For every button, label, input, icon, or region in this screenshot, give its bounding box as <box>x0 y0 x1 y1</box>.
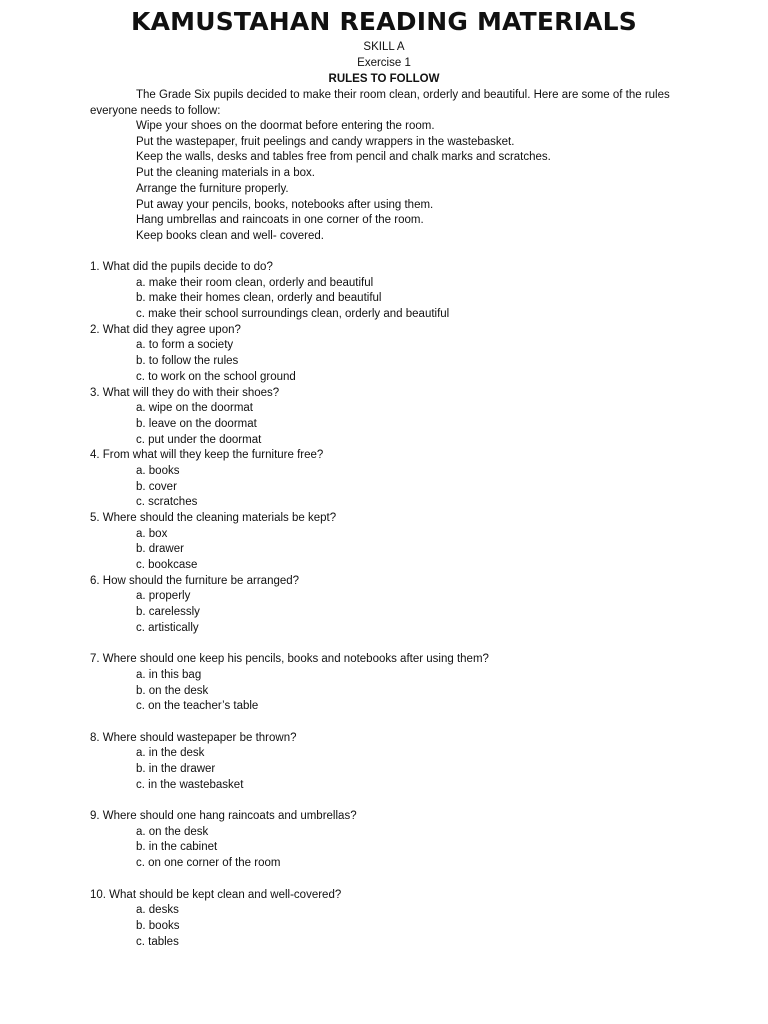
answer-option: a. to form a society <box>136 339 234 352</box>
question-block <box>90 888 690 951</box>
answer-option: a. in this bag <box>136 668 202 681</box>
exercise-label: Exercise 1 <box>357 57 411 69</box>
options-list <box>90 903 690 950</box>
question-text: 3. What will they do with their shoes? <box>90 386 280 399</box>
answer-option: c. artistically <box>136 621 199 634</box>
answer-option: b. on the desk <box>136 684 209 697</box>
answer-option: b. cover <box>136 480 177 493</box>
answer-option: b. carelessly <box>136 606 200 619</box>
answer-option: a. wipe on the doormat <box>136 402 253 415</box>
rule-item: Put the wastepaper, fruit peelings and candy wrappers in the wastebasket. <box>136 135 515 148</box>
rule-item: Keep the walls, desks and tables free from pencil and chalk marks and scratches. <box>136 151 551 164</box>
rule-item: Keep books clean and well- covered. <box>136 229 324 242</box>
rule-item: Put the cleaning materials in a box. <box>136 167 315 180</box>
rule-item: Wipe your shoes on the doormat before entering the room. <box>136 120 435 132</box>
rule-item: Hang umbrellas and raincoats in one corner of the room. <box>136 214 424 227</box>
question-text: 4. From what will they keep the furniture free? <box>90 449 324 462</box>
question-block <box>90 731 690 794</box>
section-heading: RULES TO FOLLOW <box>328 73 440 85</box>
page-title: KAMUSTAHAN READING MATERIALS <box>131 7 637 36</box>
answer-option: a. desks <box>136 904 179 917</box>
answer-option: a. in the desk <box>136 747 205 760</box>
options-list <box>90 464 690 511</box>
question-block <box>90 652 690 715</box>
question-text: 6. How should the furniture be arranged? <box>90 574 300 587</box>
question-text: 7. Where should one keep his pencils, books and notebooks after using them? <box>90 653 489 666</box>
answer-option: b. in the drawer <box>136 763 216 775</box>
answer-option: a. make their room clean, orderly and beautiful <box>136 276 374 289</box>
rule-item: Put away your pencils, books, notebooks after using them. <box>136 198 434 211</box>
answer-option: b. in the cabinet <box>136 841 218 854</box>
answer-option: c. on the teacher’s table <box>136 700 259 713</box>
question-text: 8. Where should wastepaper be thrown? <box>90 731 297 744</box>
answer-option: c. scratches <box>136 496 198 509</box>
intro-paragraph: The Grade Six pupils decided to make their room clean, orderly and beautiful. Here are some of the rules everyone needs to follow: <box>90 89 670 117</box>
options-list <box>90 825 690 872</box>
answer-option: c. make their school surroundings clean, orderly and beautiful <box>136 308 450 321</box>
question-text: 10. What should be kept clean and well-covered? <box>90 888 342 901</box>
questions-section <box>90 260 690 950</box>
answer-option: b. leave on the doormat <box>136 417 257 430</box>
question-block <box>90 511 690 574</box>
options-list <box>90 746 690 793</box>
question-block <box>90 323 690 386</box>
options-list <box>90 338 690 385</box>
question-text: 1. What did the pupils decide to do? <box>90 261 273 273</box>
answer-option: c. in the wastebasket <box>136 778 244 791</box>
options-list <box>90 401 690 448</box>
skill-label: SKILL A <box>363 41 405 53</box>
answer-option: b. to follow the rules <box>136 355 239 368</box>
answer-option: a. box <box>136 527 168 540</box>
question-block <box>90 809 690 872</box>
answer-option: a. books <box>136 464 180 477</box>
answer-option: c. tables <box>136 935 179 948</box>
options-list <box>90 668 690 715</box>
rule-item: Arrange the furniture properly. <box>136 182 289 195</box>
rules-list <box>136 119 551 245</box>
answer-option: a. properly <box>136 590 191 603</box>
question-block <box>90 448 690 511</box>
options-list <box>90 527 690 574</box>
question-text: 9. Where should one hang raincoats and umbrellas? <box>90 810 357 823</box>
question-block <box>90 260 690 323</box>
answer-option: b. drawer <box>136 543 184 556</box>
options-list <box>90 276 690 323</box>
answer-option: c. put under the doormat <box>136 433 262 446</box>
question-block <box>90 386 690 449</box>
question-text: 5. Where should the cleaning materials be kept? <box>90 512 337 524</box>
answer-option: b. books <box>136 919 180 932</box>
question-text: 2. What did they agree upon? <box>90 323 241 336</box>
question-block <box>90 574 690 637</box>
answer-option: b. make their homes clean, orderly and beautiful <box>136 292 382 305</box>
answer-option: c. to work on the school ground <box>136 370 296 383</box>
answer-option: c. bookcase <box>136 559 198 572</box>
answer-option: a. on the desk <box>136 825 209 838</box>
options-list <box>90 589 690 636</box>
answer-option: c. on one corner of the room <box>136 857 281 870</box>
